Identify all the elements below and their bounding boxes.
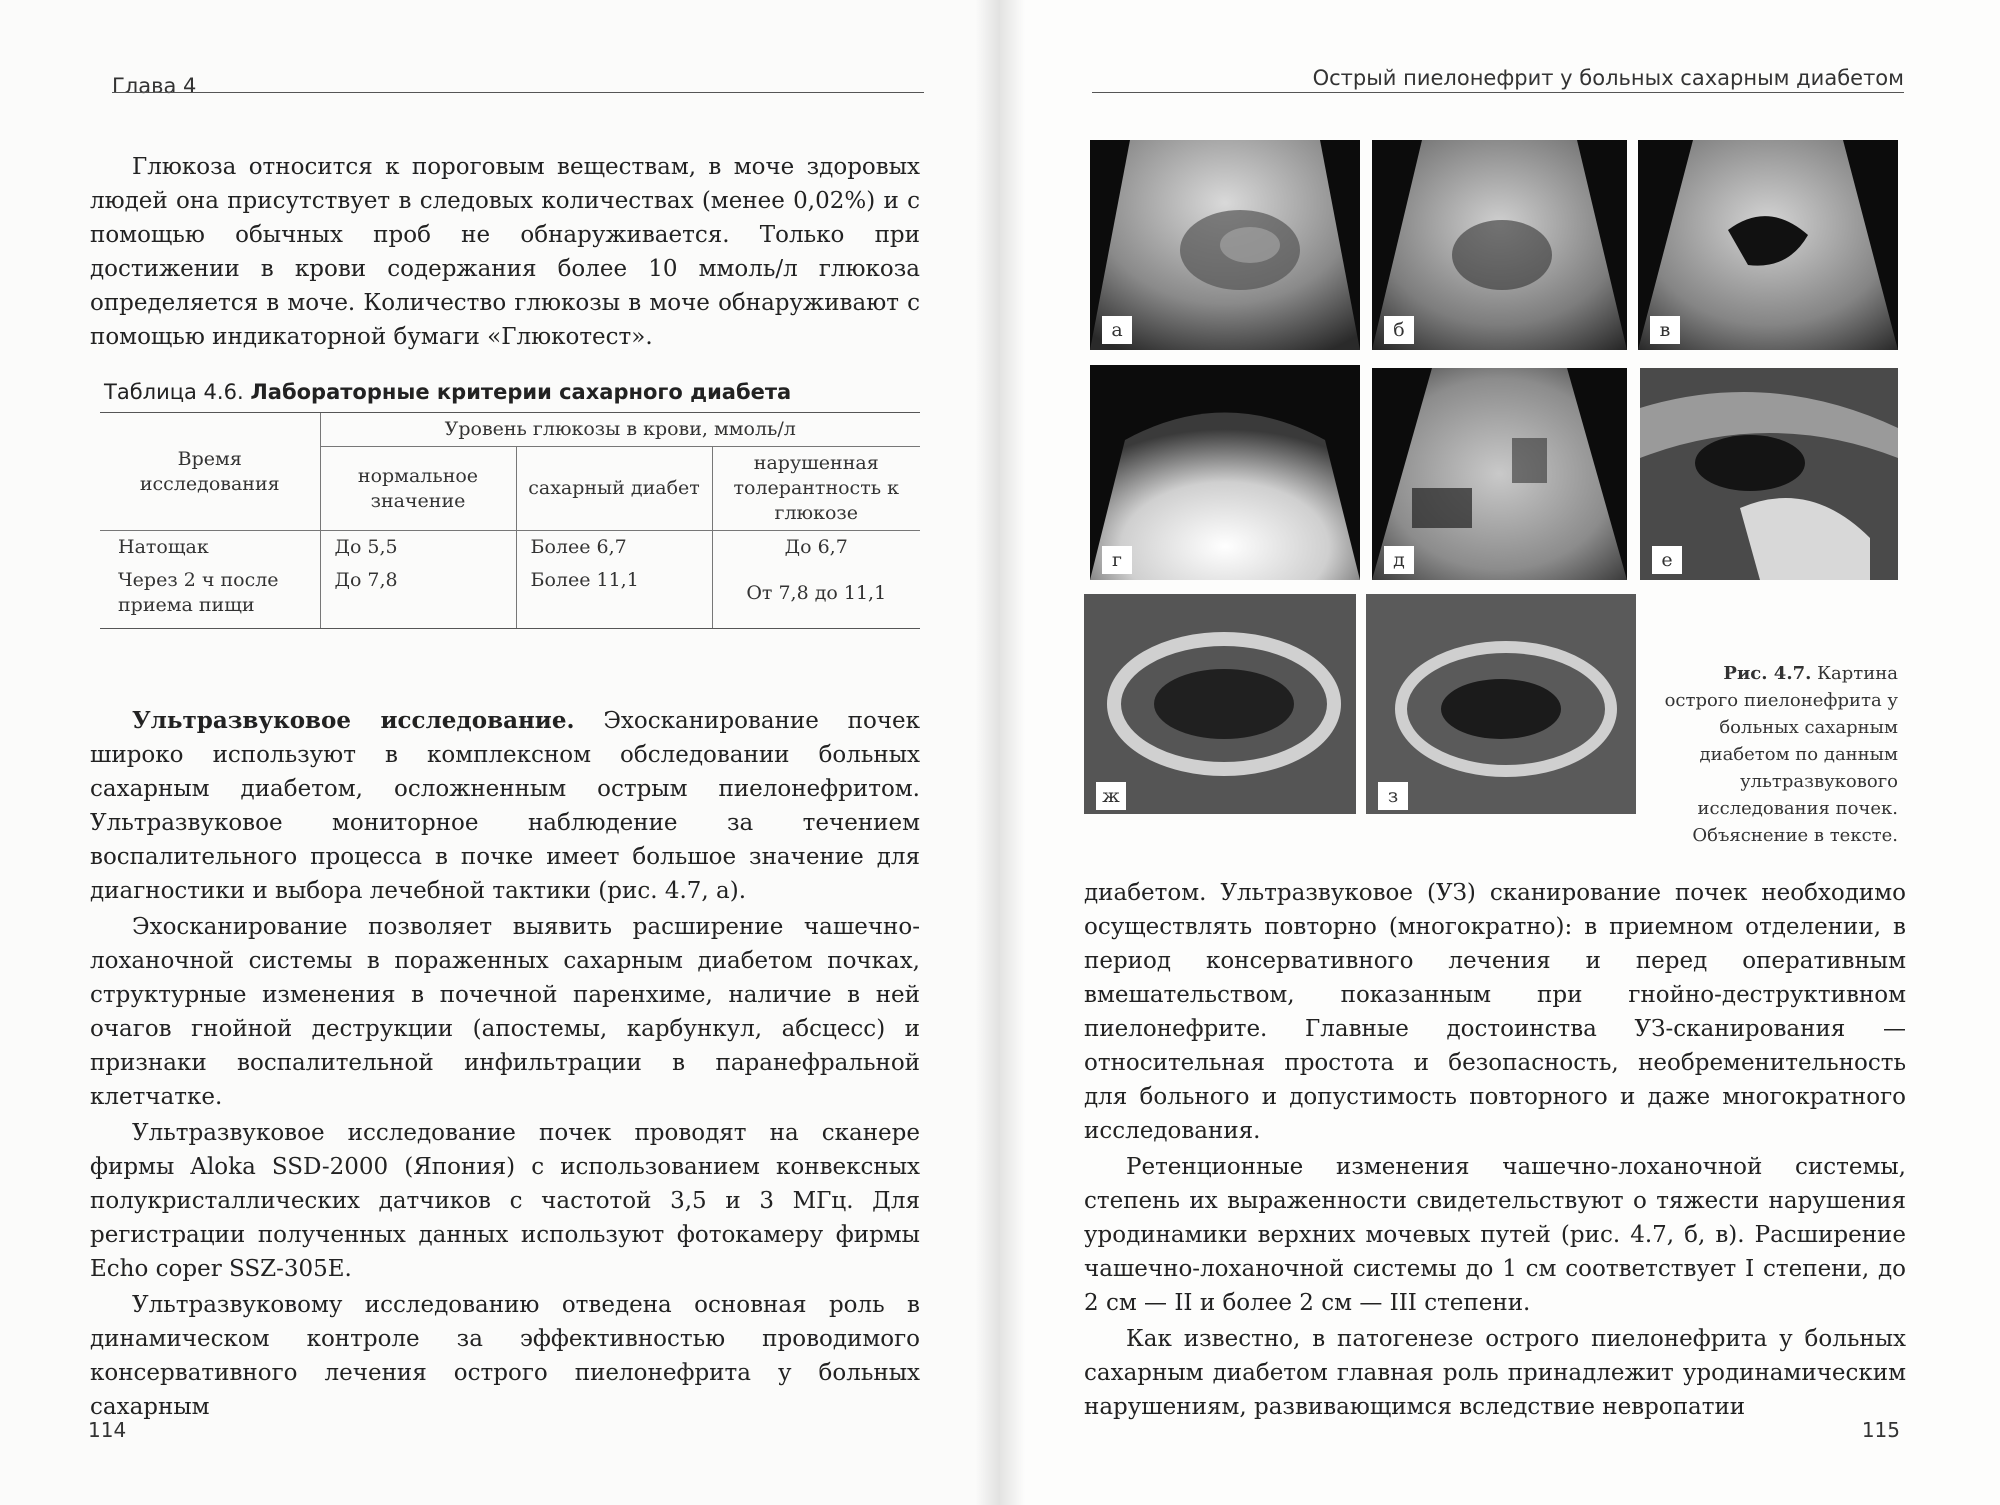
right-page xyxy=(1000,0,2000,1505)
cell-normal: До 7,8 xyxy=(320,564,516,629)
figure-label-a: а xyxy=(1102,316,1132,344)
cell-time: Натощак xyxy=(118,536,209,558)
paragraph-us1 xyxy=(90,704,920,908)
paragraph-us3: Ультразвуковое исследование почек проводят на сканере фирмы Aloka SSD-2000 (Япония) с использованием конвексных полукристаллических датчиков с частотой 3,5 и 3 МГц. Для регистрации полученных данных используют фотокамеру фирмы Echo coper SSZ-305E. xyxy=(90,1120,920,1282)
figure-label-g: г xyxy=(1102,546,1132,574)
paragraph-r3: Как известно, в патогенезе острого пиелонефрита у больных сахарным диабетом главная роль принадлежит уродинамическим нарушениям, развивающимся вследствие невропатии xyxy=(1084,1326,1906,1420)
running-head-right: Острый пиелонефрит у больных сахарным диабетом xyxy=(1312,66,1904,90)
cell-diabetes: Более 11,1 xyxy=(516,564,712,629)
page-number-left: 114 xyxy=(88,1418,127,1442)
paragraph-us2: Эхосканирование позволяет выявить расширение чашечно-лоханочной системы в пораженных сахарным диабетом почках, структурные изменения в почечной паренхиме, наличие в ней очагов гнойной деструкции (апостемы, карбункул, абсцесс) и признаки воспалительной инфильтрации в паранефральной клетчатке. xyxy=(90,914,920,1110)
header-rule-left xyxy=(112,92,924,93)
figure-caption-prefix: Рис. 4.7. xyxy=(1723,663,1812,684)
header-diabetes: сахарный диабет xyxy=(516,447,712,531)
table-caption-title: Лабораторные критерии сахарного диабета xyxy=(250,380,792,404)
header-normal: нормальное значение xyxy=(320,447,516,531)
figure-caption xyxy=(1648,660,1898,849)
figure-label-d: д xyxy=(1384,546,1414,574)
criteria-table xyxy=(100,412,920,629)
paragraph-glucose xyxy=(90,150,920,354)
table-row xyxy=(100,564,920,629)
header-rule-right xyxy=(1092,92,1904,93)
book-gutter xyxy=(975,0,1025,1505)
figure-label-e: е xyxy=(1652,546,1682,574)
running-head-left: Глава 4 xyxy=(112,74,197,98)
figure-label-z: з xyxy=(1378,782,1408,810)
table-caption xyxy=(104,380,791,404)
cell-time: Через 2 ч после приема пищи xyxy=(100,564,320,629)
paragraph-r2: Ретенционные изменения чашечно-лоханочной системы, степень их выраженности свидетельствуют о тяжести нарушения уродинамики верхних мочевых путей (рис. 4.7, б, в). Расширение чашечно-лоханочной системы до 1 см соответствует I степени, до 2 см — II и более 2 см — III степени. xyxy=(1084,1154,1906,1316)
cell-tolerance: От 7,8 до 11,1 xyxy=(712,564,920,629)
table-row xyxy=(100,531,920,565)
cell-diabetes: Более 6,7 xyxy=(516,531,712,565)
cell-tolerance: До 6,7 xyxy=(712,531,920,565)
section-heading-ultrasound: Ультразвуковое исследование. xyxy=(132,707,575,734)
page-number-right: 115 xyxy=(1861,1418,1900,1442)
table-caption-prefix: Таблица 4.6. xyxy=(104,380,244,404)
ultrasound-image-z xyxy=(1366,594,1636,814)
paragraph-r1: диабетом. Ультразвуковое (УЗ) сканирование почек необходимо осуществлять повторно (многократно): в приемном отделении, в период консервативного лечения и перед оперативным вмешательством, показанным при гнойно-деструктивном пиелонефрите. Главные достоинства УЗ-сканирования — относительная простота и безопасность, необременительность для больного и допустимость повторного и даже многократного исследования. xyxy=(1084,880,1906,1144)
ultrasound-section xyxy=(90,704,920,1424)
ultrasound-image-zh xyxy=(1084,594,1356,814)
us1-text: Эхосканирование почек широко используют в комплексном обследовании больных сахарным диабетом, осложненным острым пиелонефритом. Ультразвуковое мониторное наблюдение за течением воспалительного процесса в почке имеет большое значение для диагностики и выбора лечебной тактики (рис. 4.7, а). xyxy=(90,708,921,904)
glucose-text: Глюкоза относится к пороговым веществам, в моче здоровых людей она присутствует в следовых количествах (менее 0,02%) и с помощью обычных проб не обнаруживается. Только при достижении в крови содержания более 10 ммоль/л глюкоза определяется в моче. Количество глюкозы в моче обнаруживают с помощью индикаторной бумаги «Глюкотест». xyxy=(90,154,920,350)
figure-label-b: б xyxy=(1384,316,1414,344)
cell-normal: До 5,5 xyxy=(320,531,516,565)
header-time: Время исследования xyxy=(100,413,320,531)
header-tolerance: нарушенная толерантность к глюкозе xyxy=(712,447,920,531)
right-page-text xyxy=(1084,876,1906,1424)
figure-label-v: в xyxy=(1650,316,1680,344)
figure-label-zh: ж xyxy=(1096,782,1126,810)
figure-caption-text: Картина острого пиелонефрита у больных сахарным диабетом по данным ультразвукового исследования почек. Объяснение в тексте. xyxy=(1664,663,1898,846)
paragraph-us4: Ультразвуковому исследованию отведена основная роль в динамическом контроле за эффективностью проводимого консервативного лечения острого пиелонефрита у больных сахарным xyxy=(90,1292,920,1420)
header-group: Уровень глюкозы в крови, ммоль/л xyxy=(320,413,920,447)
